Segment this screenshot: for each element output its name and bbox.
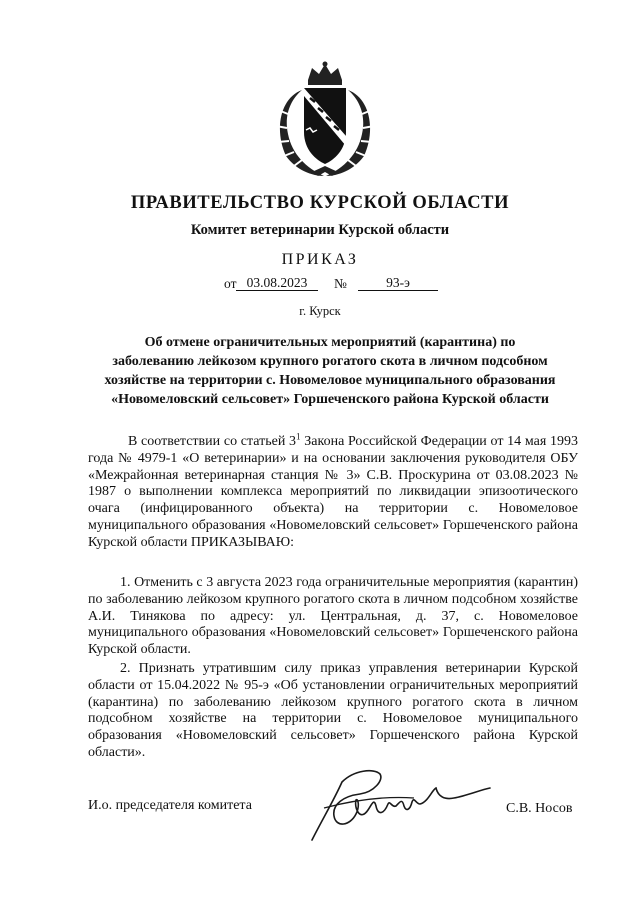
committee-heading: Комитет ветеринарии Курской области xyxy=(190,222,450,238)
date-prefix: от xyxy=(224,276,237,291)
handwritten-signature xyxy=(304,760,494,850)
preamble-start: В соответствии со статьей 3 xyxy=(128,434,297,449)
order-item-2: 2. Признать утратившим силу приказ управления ветеринарии Курской области от 15.04.2022 № 95-э «Об установлении ограничительных мероприятий (карантина) по заболеванию лейкозом крупного рогатого скота в личном подсобном хозяйстве на территории с. Новомеловое муниципального образования «Новомеловский сельсовет» Горшеченского района Курской области». xyxy=(88,661,578,760)
order-number: 93-э xyxy=(358,276,438,291)
number-prefix: № xyxy=(334,276,347,291)
title-line: заболеванию лейкозом крупного рогатого скота в личном подсобном xyxy=(112,354,548,369)
document-type: ПРИКАЗ xyxy=(281,251,359,268)
title-line: хозяйстве на территории с. Новомеловое муниципального образования xyxy=(104,373,556,388)
preamble-rest: Закона Российской Федерации от 14 мая 1993 года № 4979-1 «О ветеринарии» и на основании заключения руководителя ОБУ «Межрайонная ветеринарная станция № 3» С.В. Проскурина от 03.08.2023 № 1987 о выполнении комплекса мероприятий по ликвидации эпизоотического очага (инфицированного объекта) на территории с. Новомеловое муниципального образования «Новомеловский сельсовет» Горшеченского района Курской области ПРИКАЗЫВАЮ: xyxy=(88,434,578,550)
title-line: Об отмене ограничительных мероприятий (карантина) по xyxy=(144,335,516,350)
order-title xyxy=(70,333,590,409)
coat-of-arms-icon xyxy=(272,60,378,180)
signatory-position: И.о. председателя комитета xyxy=(88,798,252,813)
title-line: «Новомеловский сельсовет» Горшеченского района Курской области xyxy=(111,392,549,407)
order-item-1: 1. Отменить с 3 августа 2023 года ограничительные мероприятия (карантин) по заболеванию лейкозом крупного рогатого скота в личном подсобном хозяйстве А.И. Тинякова по адресу: ул. Центральная, д. 37, с. Новомеловое муниципального образования «Новомеловский сельсовет» Горшеченского района Курской области. xyxy=(88,575,578,658)
signatory-name: С.В. Носов xyxy=(506,801,573,816)
preamble-paragraph xyxy=(88,431,578,552)
government-heading: ПРАВИТЕЛЬСТВО КУРСКОЙ ОБЛАСТИ xyxy=(130,193,510,213)
order-date: 03.08.2023 xyxy=(236,276,318,291)
article-superscript: 1 xyxy=(296,431,301,442)
city: г. Курск xyxy=(299,304,341,318)
